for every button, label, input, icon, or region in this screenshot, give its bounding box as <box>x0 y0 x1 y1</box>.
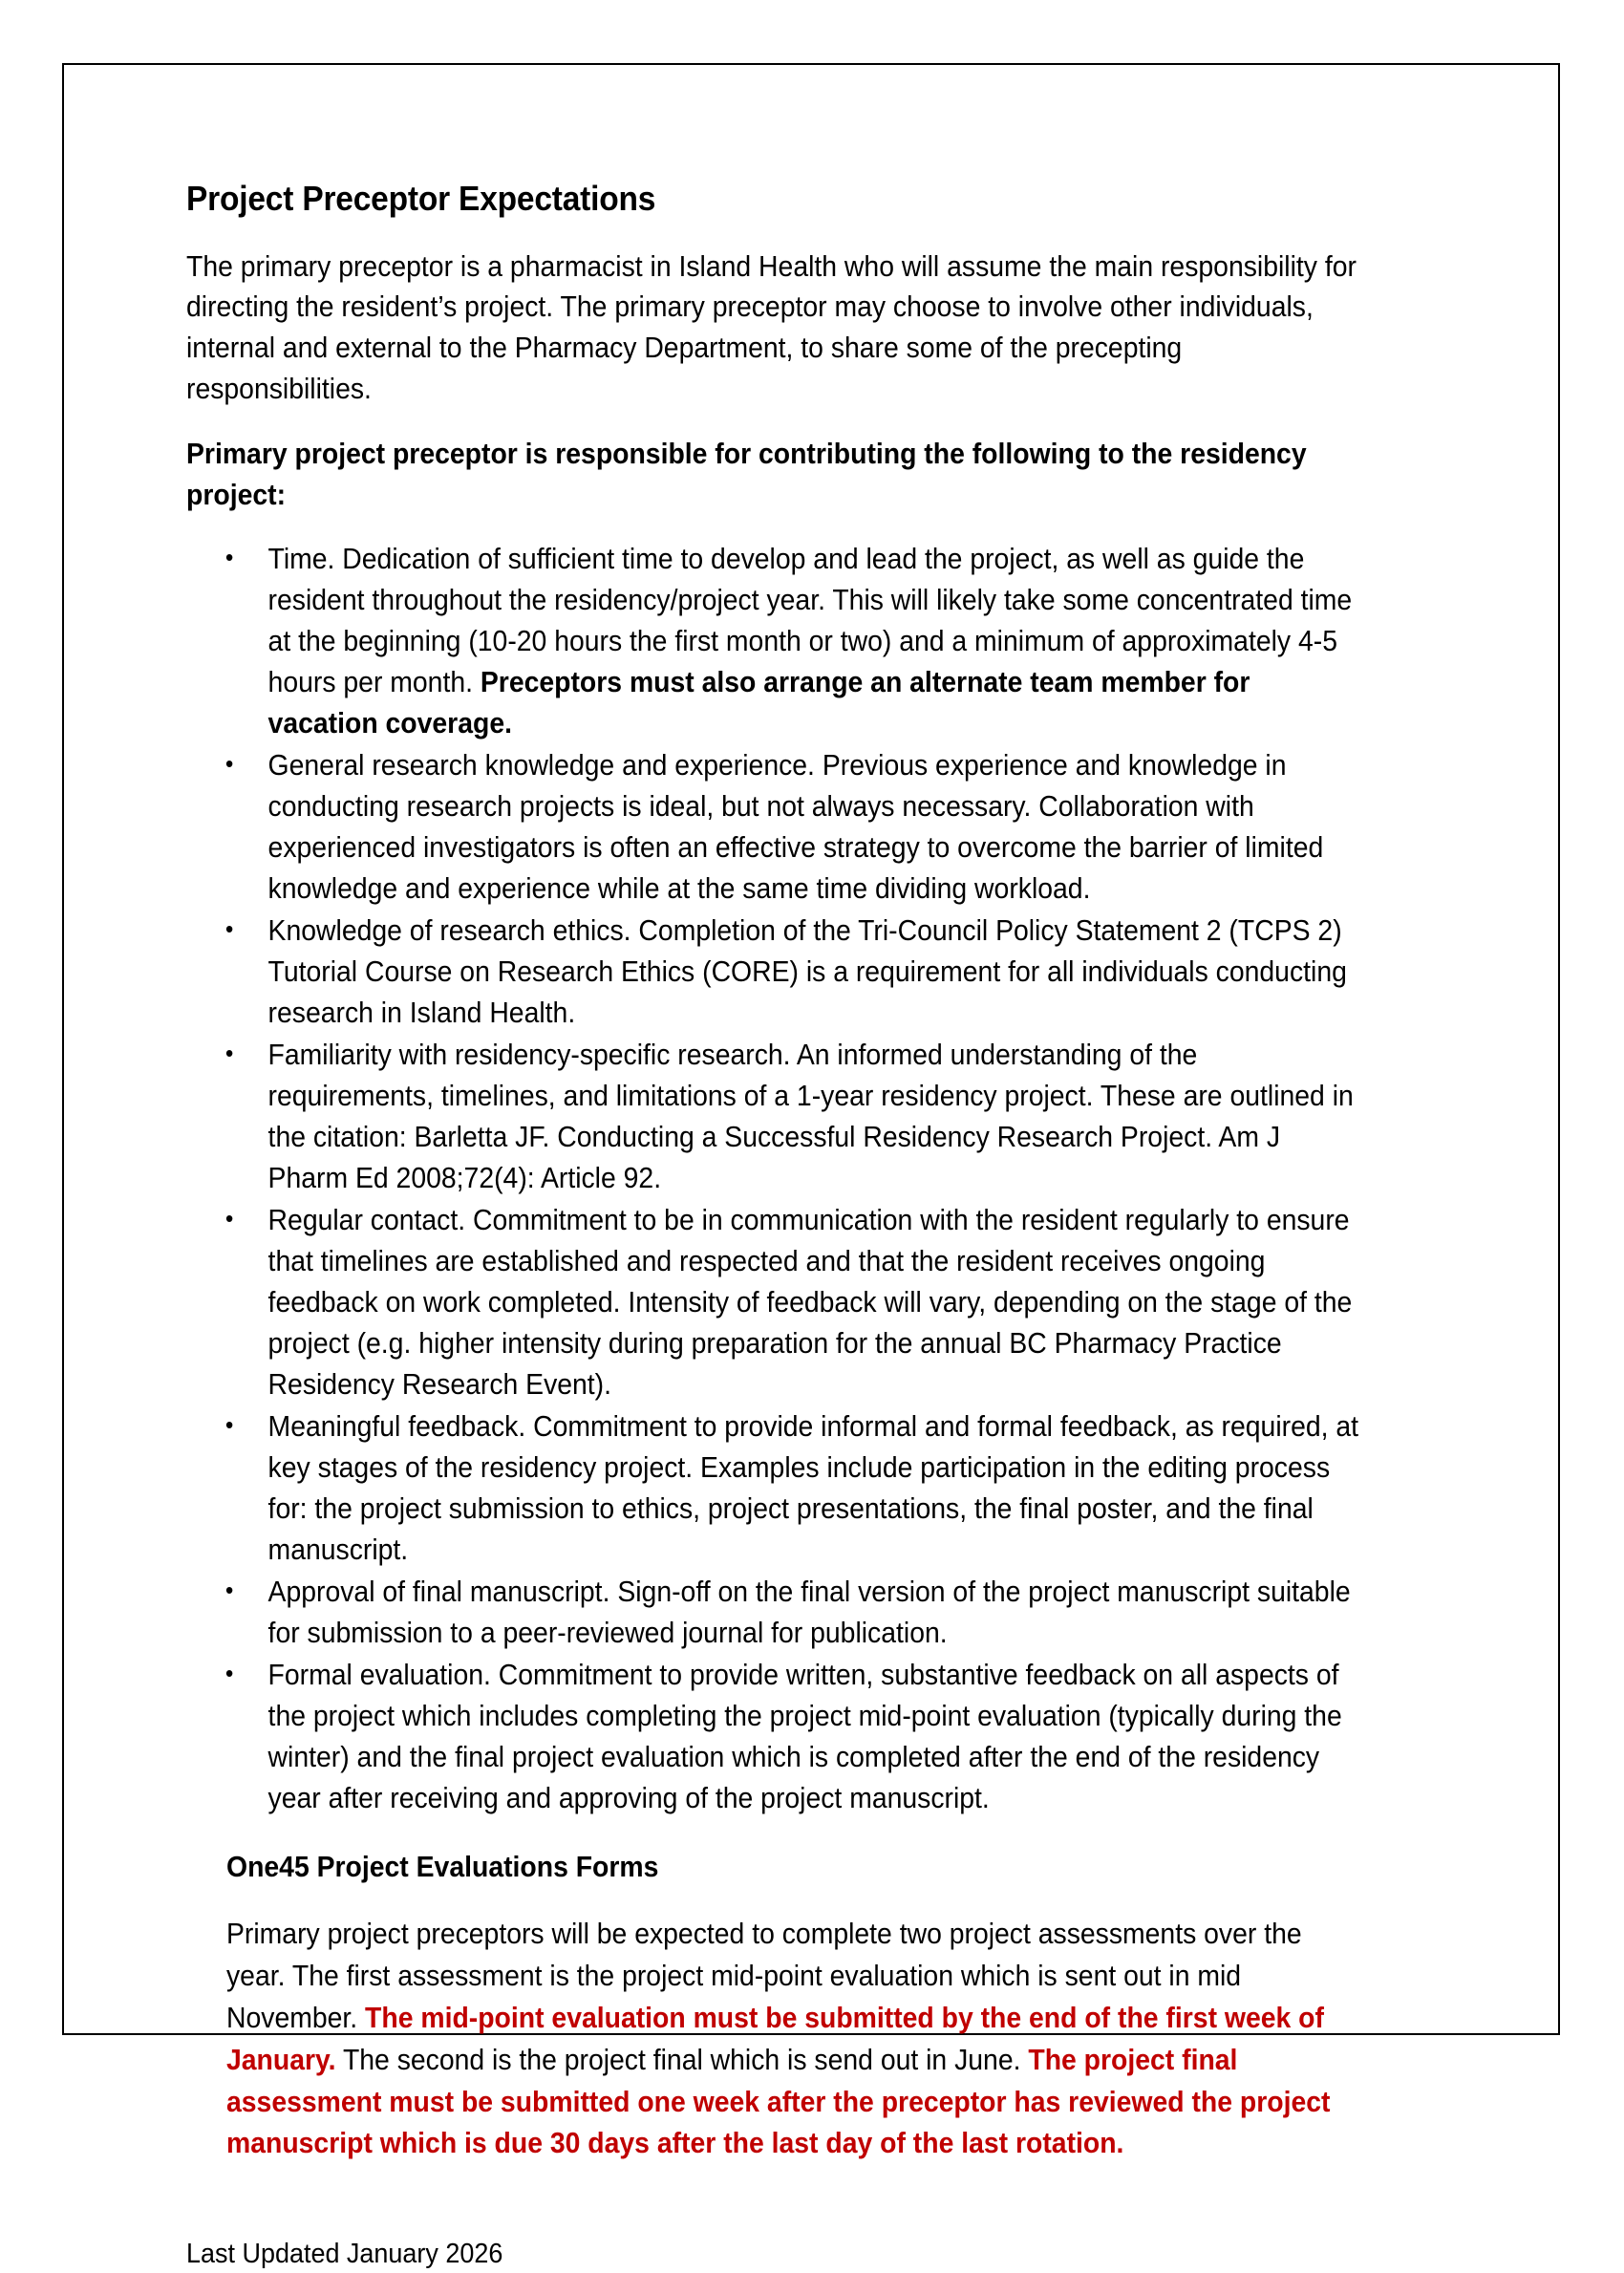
one45-section-paragraph <box>226 1914 1344 2165</box>
list-item <box>186 1035 1359 1199</box>
mid-point-deadline-text: The mid-point evaluation must be submitted by the end of the first week of January. <box>226 2001 1324 2076</box>
list-item <box>186 1200 1359 1405</box>
one45-section <box>226 1848 1428 2166</box>
bullet-icon: • <box>224 748 234 778</box>
list-item-text: Approval of final manuscript. Sign-off on the final version of the project manuscript suitable for submission to a peer-reviewed journal for publication. <box>267 1575 1351 1649</box>
list-item-text: Familiarity with residency-specific research. An informed understanding of the requirements, timelines, and limitations of a 1-year residency project. These are outlined in the citation: Barletta JF. Conducting a Successful Residency Research Project. Am J Pharm Ed 2008;72(4): Article 92. <box>267 1038 1354 1194</box>
document-body <box>186 180 1447 2273</box>
bullet-icon: • <box>224 1658 234 1687</box>
list-item-text: Meaningful feedback. Commitment to provide informal and formal feedback, as required, at key stages of the residency project. Examples include participation in the editing process for: the project submission to ethics, project presentations, the final poster, and the final manuscript. <box>267 1409 1359 1566</box>
responsibility-subheading: Primary project preceptor is responsible for contributing the following to the residency project: <box>186 438 1307 512</box>
one45-section-heading: One45 Project Evaluations Forms <box>226 1850 659 1883</box>
list-item <box>186 1406 1359 1571</box>
list-item <box>186 1655 1359 1819</box>
list-item-text: Regular contact. Commitment to be in communication with the resident regularly to ensure that timelines are established and respected and that the resident receives ongoing feedback on work completed. Intensity of feedback will vary, depending on the stage of the project (e.g. higher intensity during preparation for the annual BC Pharmacy Practice Residency Research Event). <box>267 1203 1353 1401</box>
bullet-icon: • <box>224 913 234 943</box>
expectations-list <box>186 539 1447 1819</box>
list-item <box>186 1572 1359 1654</box>
one45-paragraph-part1: Primary project preceptors will be expected to complete two project assessments over the year. The first assessment is the project mid-point evaluation which is sent out in mid November. <box>226 1917 1302 2034</box>
list-item-bold-tail: Preceptors must also arrange an alternate team member for vacation coverage. <box>267 665 1250 740</box>
one45-paragraph-part2: The second is the project final which is send out in June. <box>335 2043 1029 2076</box>
document-page <box>62 63 1560 2270</box>
page-title: Project Preceptor Expectations <box>186 179 656 218</box>
list-item <box>186 539 1359 744</box>
list-item-text: Knowledge of research ethics. Completion of the Tri-Council Policy Statement 2 (TCPS 2) Tutorial Course on Research Ethics (CORE) is a requirement for all individuals conducting research in Island Health. <box>267 913 1347 1029</box>
list-item <box>186 745 1359 910</box>
bullet-icon: • <box>224 1038 234 1067</box>
list-item-text: Time. Dedication of sufficient time to develop and lead the project, as well as guide the resident throughout the residency/project year. This will likely take some concentrated time at the beginning (10-20 hours the first month or two) and a minimum of approximately 4-5 hours per month. <box>267 542 1353 698</box>
list-item <box>186 911 1359 1034</box>
bullet-icon: • <box>224 1575 234 1604</box>
final-assessment-deadline-text: The project final assessment must be submitted one week after the preceptor has reviewed the project manuscript which is due 30 days after the last day of the last rotation. <box>226 2043 1331 2160</box>
last-updated-note: Last Updated January 2026 <box>186 2239 503 2270</box>
bullet-icon: • <box>224 542 234 571</box>
bullet-icon: • <box>224 1409 234 1439</box>
list-item-text: General research knowledge and experience. Previous experience and knowledge in conducting research projects is ideal, but not always necessary. Collaboration with experienced investigators is often an effective strategy to overcome the barrier of limited knowledge and experience while at the same time dividing workload. <box>267 748 1324 905</box>
list-item-text: Formal evaluation. Commitment to provide written, substantive feedback on all aspects of the project which includes completing the project mid-point evaluation (typically during the winter) and the final project evaluation which is completed after the end of the residency year after receiving and approving of the project manuscript. <box>267 1658 1342 1814</box>
intro-paragraph: The primary preceptor is a pharmacist in Island Health who will assume the main responsibility for directing the resident’s project. The primary preceptor may choose to involve other individuals, internal and external to the Pharmacy Department, to share some of the precepting responsibilities. <box>186 249 1357 405</box>
bullet-icon: • <box>224 1203 234 1233</box>
